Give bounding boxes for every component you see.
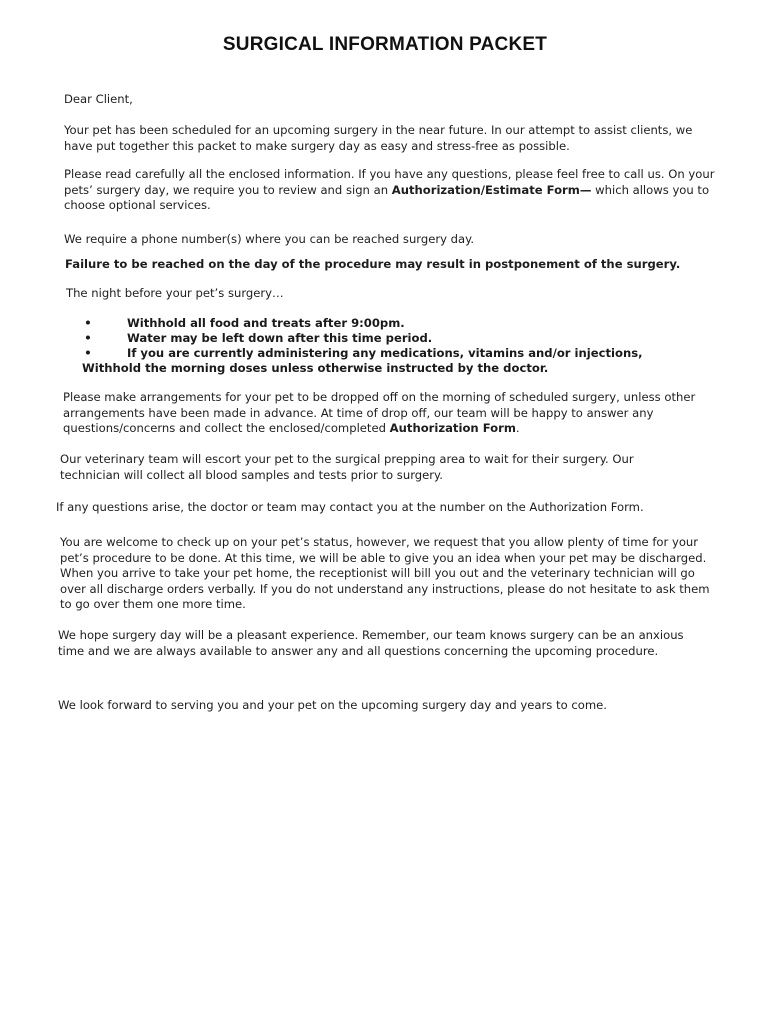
closing-paragraph: We look forward to serving you and your pet on the upcoming surgery day and years to come. (58, 698, 607, 712)
bullet-text: Water may be left down after this time period. (127, 331, 433, 345)
dropoff-text-end: . (515, 421, 520, 436)
document-title: SURGICAL INFORMATION PACKET (222, 34, 548, 55)
phone-required-text: We require a phone number(s) where you can be reached surgery day. (64, 232, 475, 246)
read-carefully-paragraph (64, 167, 724, 214)
dropoff-text: Please make arrangements for your pet to be dropped off on the morning of scheduled surgery, unless other arrangements have been made in advance. At time of drop off, our team will be happy to answer any questions/concerns and collect the enclosed/completed (63, 390, 696, 436)
read-carefully-text: Please read carefully all the enclosed information. If you have any questions, please feel free to call us. On your pets’ surgery day, we require you to review and sign an (64, 167, 715, 197)
bullet-text: Withhold all food and treats after 9:00pm. (127, 316, 405, 330)
night-before-heading: The night before your pet’s surgery… (66, 286, 284, 300)
bullet-icon: • (84, 331, 92, 345)
hope-paragraph: We hope surgery day will be a pleasant experience. Remember, our team knows surgery can be an anxious time and we are always available to answer any and all questions concerning the upcoming procedure. (58, 628, 684, 658)
bullet-icon: • (84, 316, 92, 330)
authorization-estimate-form-link-text: Authorization/Estimate Form— (391, 182, 592, 197)
escort-paragraph: Our veterinary team will escort your pet to the surgical prepping area to wait for their surgery. Our technician will collect all blood samples and tests prior to surgery. (60, 452, 634, 482)
greeting: Dear Client, (64, 92, 133, 106)
bullet-icon: • (84, 346, 92, 360)
bullet-continuation: Withhold the morning doses unless otherwise instructed by the doctor. (82, 361, 549, 375)
read-carefully-text-end: which allows you to choose optional services. (64, 182, 710, 213)
check-up-paragraph: You are welcome to check up on your pet’s status, however, we request that you allow plenty of time for your pet’s procedure to be done. At this time, we will be able to give you an idea when your pet may be discharged. When you arrive to take your pet home, the receptionist will bill you out and the veterinary technician will go over all discharge orders verbally. If you do not understand any instructions, please do not hesitate to ask them to go over them one more time. (60, 535, 710, 612)
intro-paragraph: Your pet has been scheduled for an upcoming surgery in the near future. In our attempt to assist clients, we have put together this packet to make surgery day as easy and stress-free as possible. (64, 123, 693, 153)
authorization-form-text: Authorization Form (389, 421, 516, 436)
questions-paragraph: If any questions arise, the doctor or team may contact you at the number on the Authorization Form. (56, 500, 644, 514)
bullet-text: If you are currently administering any medications, vitamins and/or injections, (127, 346, 643, 360)
failure-warning: Failure to be reached on the day of the procedure may result in postponement of the surgery. (65, 257, 681, 271)
dropoff-paragraph (63, 390, 713, 437)
